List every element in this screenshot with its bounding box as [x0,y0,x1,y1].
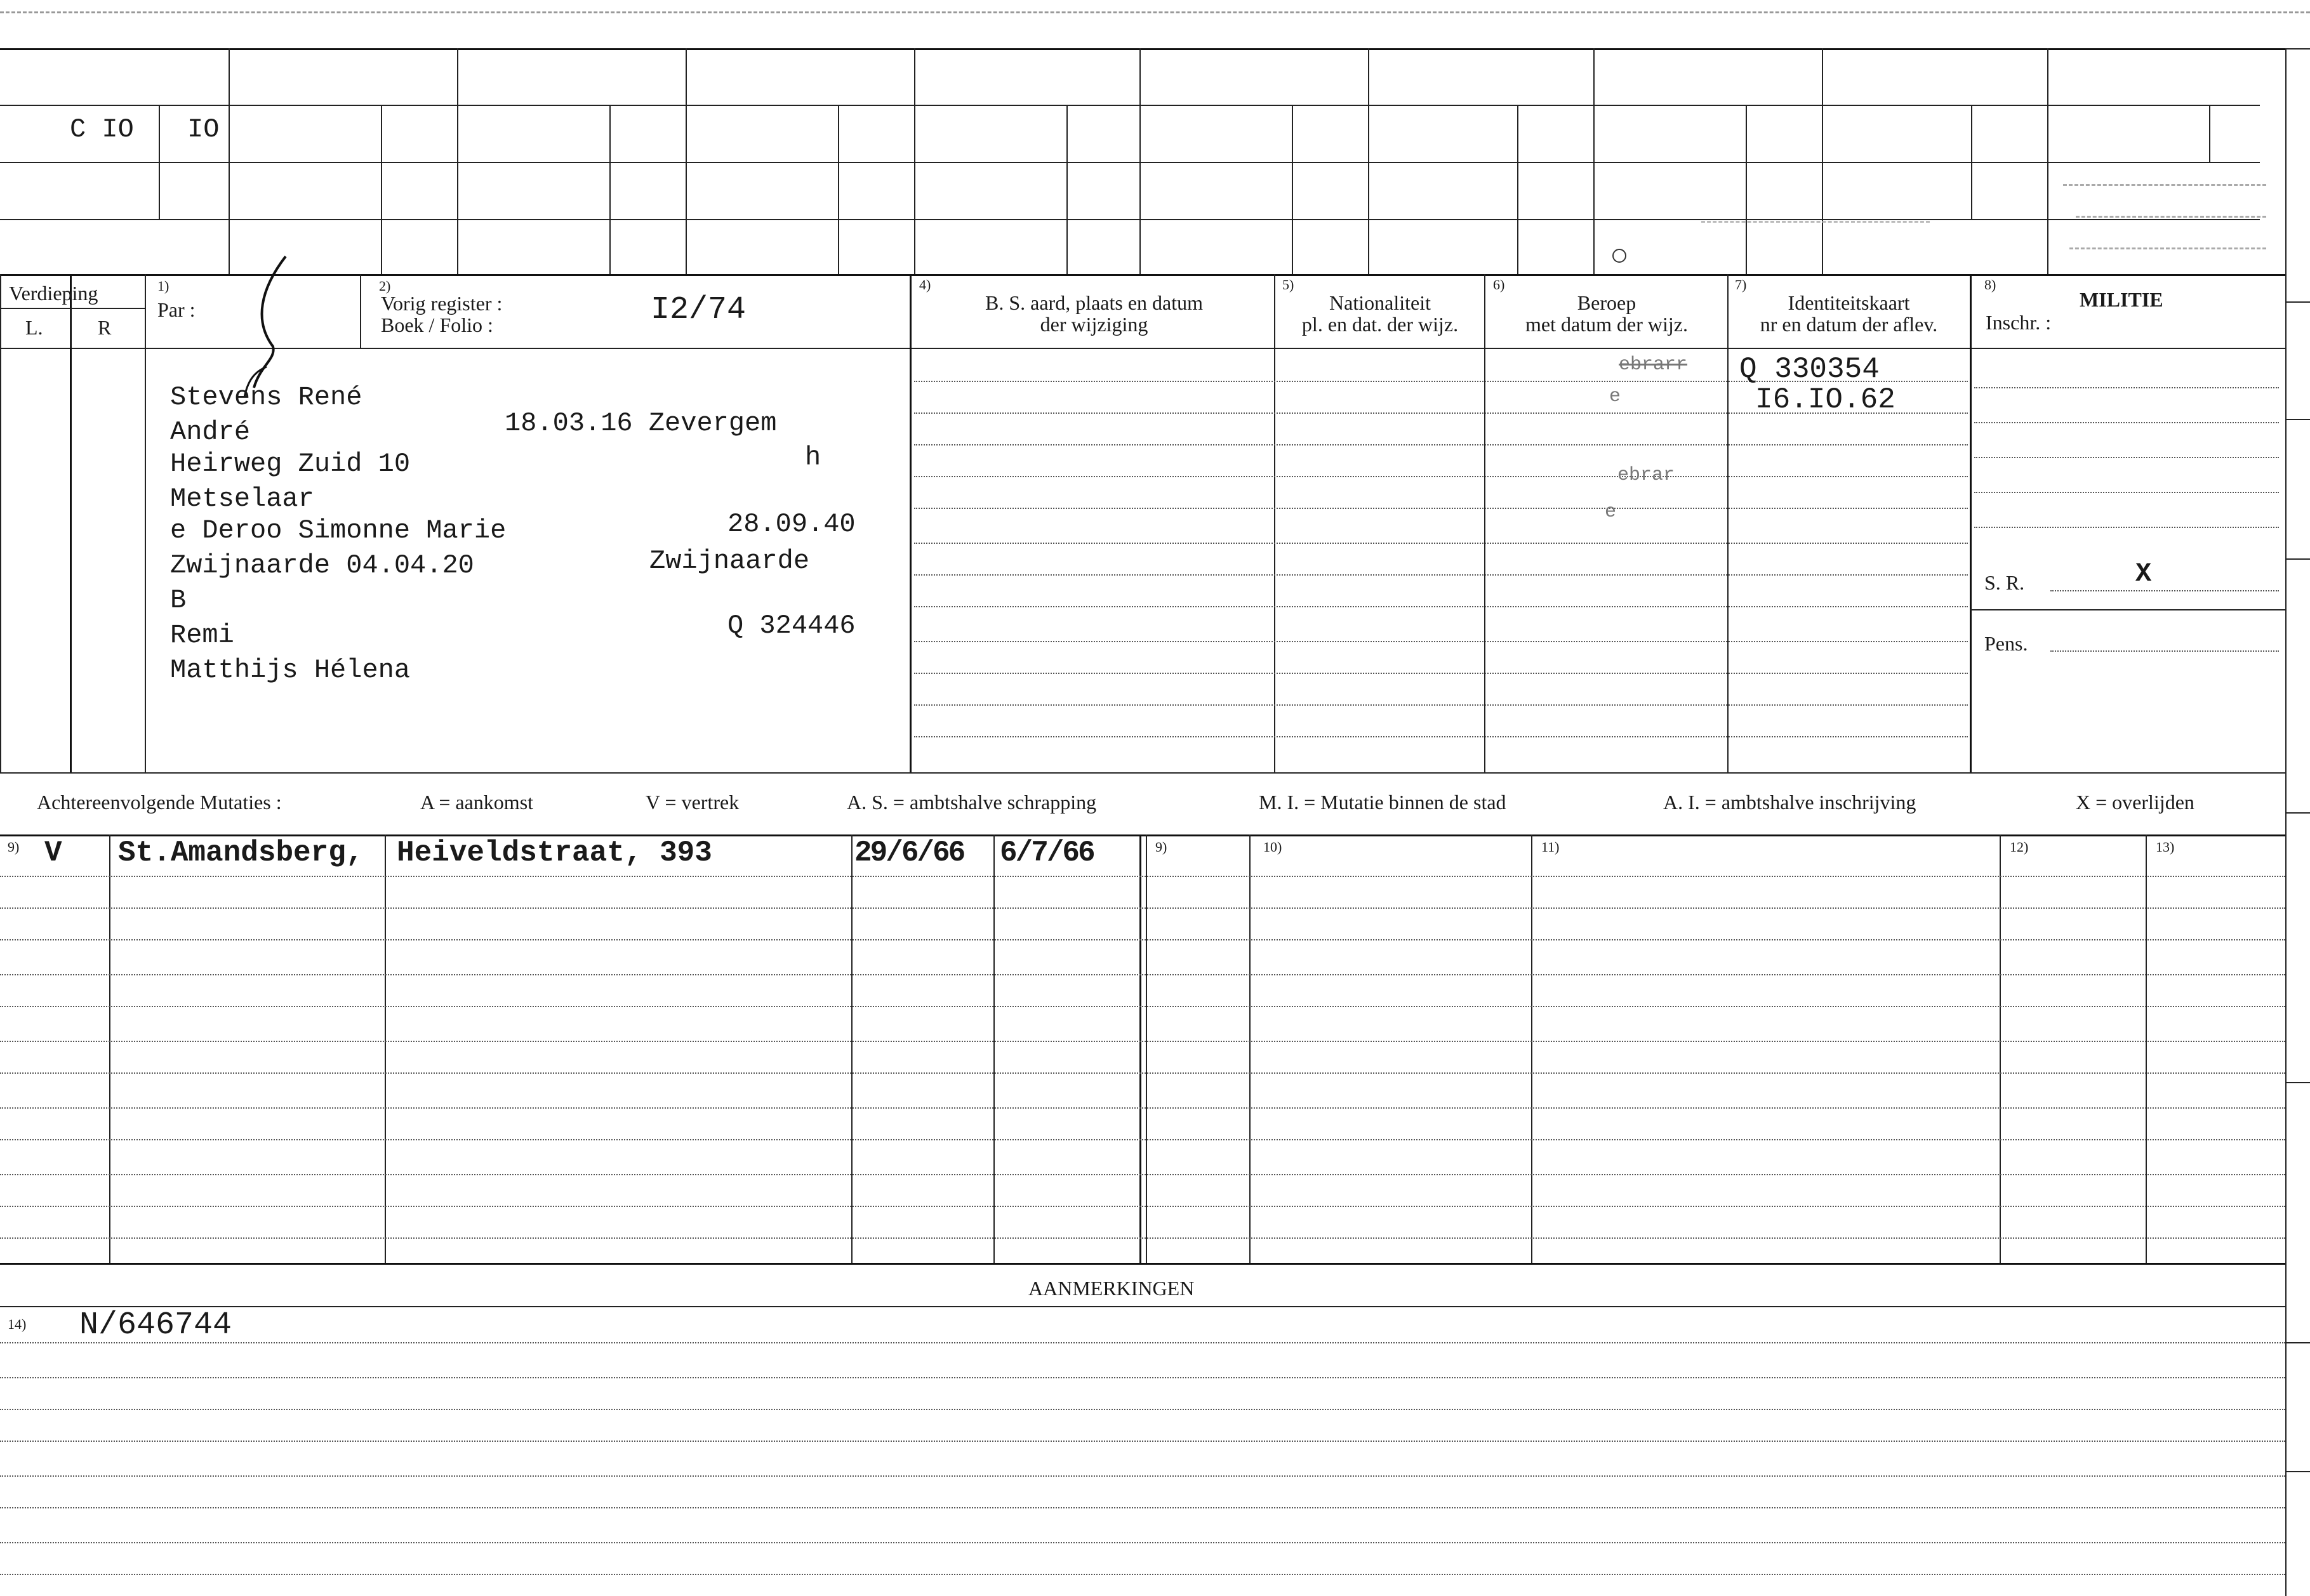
field-number-1: 1) [157,278,169,294]
bs-header: B. S. aard, plaats en datum der wijziging [985,291,1204,336]
field-number-4: 4) [919,277,931,293]
field-number-13: 13) [2156,839,2175,855]
person-occupation: Metselaar [170,484,314,514]
inschr-label: Inschr. : [1986,311,2052,334]
remarks-value: N/646744 [79,1307,232,1343]
mutation-date-1: 29/6/66 [854,836,964,869]
spouse-birth: Zwijnaarde 04.04.20 [170,550,474,581]
nationaliteit-header: Nationaliteit pl. en dat. der wijz. [1301,291,1459,336]
torn-top-edge [0,11,2310,13]
father-name: Remi [170,620,234,650]
register-value: I2/74 [651,292,747,328]
legend-overlijden: X = overlijden [2076,791,2194,814]
mutation-type: V [44,836,62,869]
top-grid-border [0,48,2285,50]
floor-right-label: R [98,316,112,339]
stamp-circle-icon [1612,249,1626,263]
person-first-name: André [170,417,251,447]
field-number-9b: 9) [1155,839,1167,855]
mutation-street: Heiveldstraat, 393 [397,836,712,869]
legend-ambtshalve-inschrijving: A. I. = ambtshalve inschrijving [1663,791,1916,814]
mutation-place: St.Amandsberg, [118,836,364,869]
field-number-11: 11) [1541,839,1560,855]
boek-folio-label: Boek / Folio : [381,313,493,336]
mutation-date-2: 6/7/66 [1000,836,1094,869]
field-number-6: 6) [1493,277,1505,293]
field-number-2: 2) [379,278,391,294]
code-left: C IO [70,114,134,145]
marriage-date: 28.09.40 [727,509,856,539]
verdieping-label: Verdieping [9,282,98,305]
floor-left-label: L. [25,316,43,339]
field-number-7: 7) [1735,277,1747,293]
beroep-entry-4: e [1605,501,1617,523]
mother-name: Matthijs Hélena [170,655,411,685]
person-address: Heirweg Zuid 10 [170,449,411,479]
person-b-mark: B [170,585,187,616]
field-number-9: 9) [8,839,20,855]
beroep-entry-3: ebrar [1617,465,1675,486]
field-number-14: 14) [8,1316,27,1332]
field-number-8: 8) [1984,277,1996,293]
code-right: IO [187,114,220,145]
identiteitskaart-header: Identiteitskaart nr en datum der aflev. [1760,291,1938,336]
sr-label: S. R. [1984,571,2025,594]
par-label: Par : [157,298,196,321]
beroep-header: Beroep met datum der wijz. [1525,291,1688,336]
legend-vertrek: V = vertrek [646,791,740,814]
person-h-mark: h [805,442,821,473]
mutations-title: Achtereenvolgende Mutaties : [37,791,282,814]
par-checkmark [241,251,311,397]
militie-title: MILITIE [2080,288,2163,311]
sr-value: X [2135,558,2152,589]
id-q-number: Q 324446 [727,610,856,641]
marriage-place: Zwijnaarde [649,546,810,576]
legend-ambtshalve-schrapping: A. S. = ambtshalve schrapping [847,791,1097,814]
legend-mutatie-stad: M. I. = Mutatie binnen de stad [1259,791,1506,814]
id-card-date: I6.IO.62 [1755,383,1895,416]
person-birth: 18.03.16 Zevergem [505,408,777,439]
id-card-number: Q 330354 [1739,353,1880,386]
field-number-5: 5) [1282,277,1294,293]
field-number-12: 12) [2010,839,2029,855]
bleed-through-marks [2063,178,2273,267]
field-number-10: 10) [1263,839,1282,855]
legend-aankomst: A = aankomst [420,791,534,814]
spouse-name: e Deroo Simonne Marie [170,515,507,546]
remarks-title: AANMERKINGEN [1028,1277,1195,1300]
beroep-entry-2: e [1609,386,1621,407]
pens-label: Pens. [1984,632,2028,655]
beroep-entry-1: ebrarr [1619,354,1688,376]
person-name: Stevens René [170,382,362,412]
vorig-register-label: Vorig register : [381,292,503,315]
